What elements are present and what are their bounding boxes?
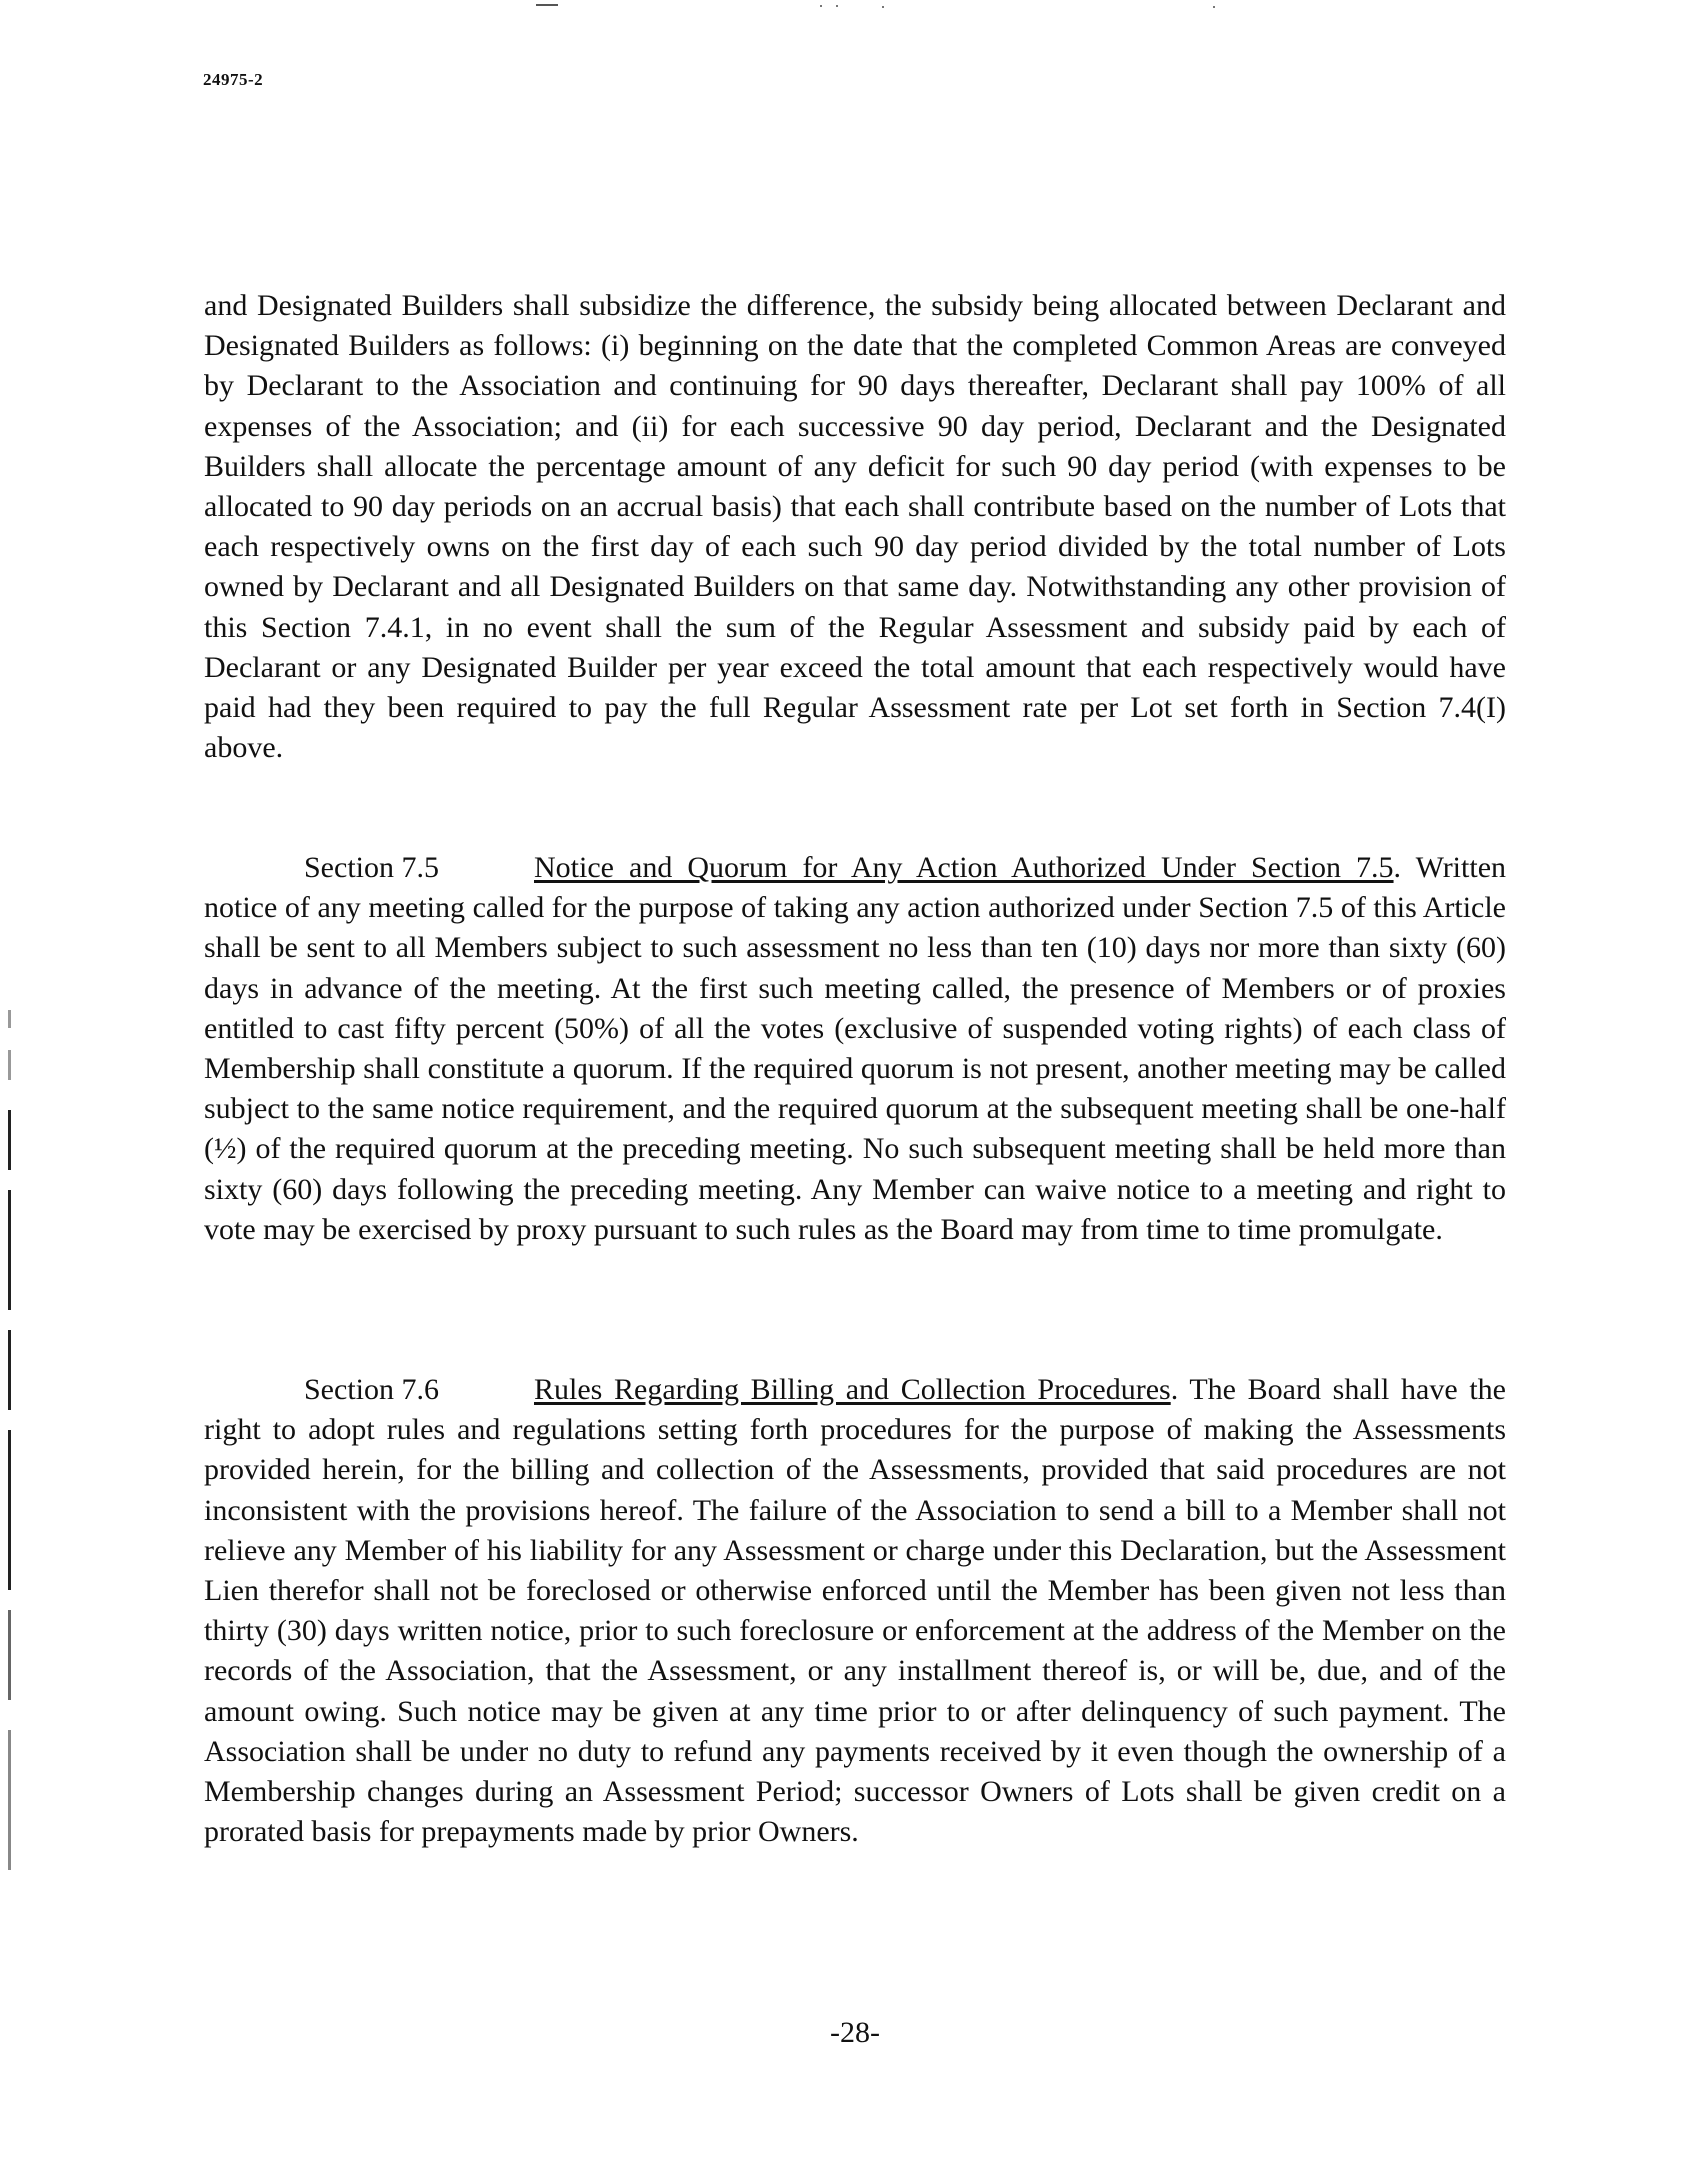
section-7-5 [204, 848, 1506, 1250]
scan-artifact-dot [882, 6, 884, 8]
section-body: Written notice of any meeting called for the purpose of taking any action authorized under Section 7.5 of this Article shall be sent to all Members subject to such assessment no less than ten (10) days nor more than sixty (60) days in advance of the meeting. At the first such meeting called, the presence of Members or of proxies entitled to cast fifty percent (50%) of all the votes (exclusive of suspended voting rights) of each class of Membership shall constitute a quorum. If the required quorum is not present, another meeting may be called subject to the same notice requirement, and the required quorum at the subsequent meeting shall be one-half (½) of the required quorum at the preceding meeting. No such subsequent meeting shall be held more than sixty (60) days following the preceding meeting. Any Member can waive notice to a meeting and right to vote may be exercised by proxy pursuant to such rules as the Board may from time to time promulgate. [204, 851, 1507, 1246]
page-number: -28- [830, 2016, 880, 2049]
scan-margin-binding-marks [8, 1010, 13, 1870]
section-title: Notice and Quorum for Any Action Authorized Under Section 7.5 [534, 851, 1394, 884]
section-number: Section 7.6 [304, 1373, 439, 1406]
document-id: 24975-2 [203, 70, 264, 89]
scan-artifact-dot [820, 5, 822, 7]
section-7-6 [204, 1370, 1506, 1852]
scan-artifact-dot [1213, 6, 1215, 8]
scan-artifact-dash [536, 4, 558, 6]
section-body: The Board shall have the right to adopt rules and regulations setting forth procedures for the purpose of making the Assessments provided herein, for the billing and collection of the Assessments, provided that said procedures are not inconsistent with the provisions hereof. The failure of the Association to send a bill to a Member shall not relieve any Member of his liability for any Assessment or charge under this Declaration, but the Assessment Lien therefor shall not be foreclosed or otherwise enforced until the Member has been given not less than thirty (30) days written notice, prior to such foreclosure or enforcement at the address of the Member on the records of the Association, that the Assessment, or any installment thereof is, or will be, due, and of the amount owing. Such notice may be given at any time prior to or after delinquency of such payment. The Association shall be under no duty to refund any payments received by it even though the ownership of a Membership changes during an Assessment Period; successor Owners of Lots shall be given credit on a prorated basis for prepayments made by prior Owners. [204, 1373, 1506, 1849]
scan-artifact-dot [836, 5, 838, 7]
section-title-period: . [1393, 851, 1402, 884]
section-title: Rules Regarding Billing and Collection Procedures [534, 1373, 1171, 1406]
section-number: Section 7.5 [304, 851, 439, 884]
section-title-period: . [1170, 1373, 1179, 1406]
paragraph-assessment-subsidy: and Designated Builders shall subsidize the difference, the subsidy being allocated between Declarant and Designated Builders as follows: (i) beginning on the date that the completed Common Areas are conveyed by Declarant to the Association and continuing for 90 days thereafter, Declarant shall pay 100% of all expenses of the Association; and (ii) for each successive 90 day period, Declarant and the Designated Builders shall allocate the percentage amount of any deficit for such 90 day period (with expenses to be allocated to 90 day periods on an accrual basis) that each shall contribute based on the number of Lots that each respectively owns on the first day of each such 90 day period divided by the total number of Lots owned by Declarant and all Designated Builders on that same day. Notwithstanding any other provision of this Section 7.4.1, in no event shall the sum of the Regular Assessment and subsidy paid by each of Declarant or any Designated Builder per year exceed the total amount that each respectively would have paid had they been required to pay the full Regular Assessment rate per Lot set forth in Section 7.4(I) above. [204, 289, 1506, 765]
